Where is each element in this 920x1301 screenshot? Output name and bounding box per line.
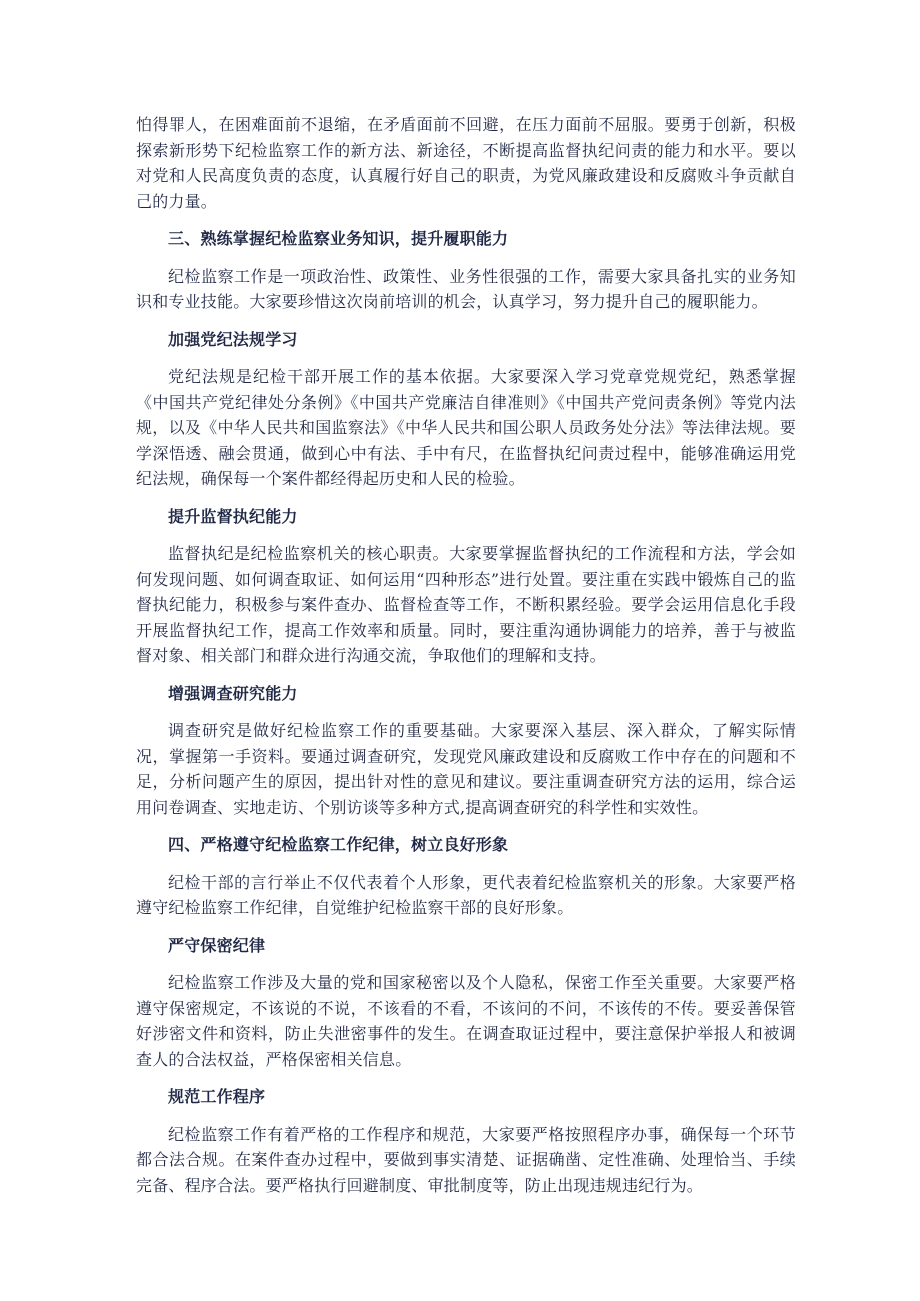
paragraph-research: 调查研究是做好纪检监察工作的重要基础。大家要深入基层、深入群众，了解实际情况，掌握第一手资料。要通过调查研究，发现党风廉政建设和反腐败工作中存在的问题和不足，分析问题产生的原因，提出针对性的意见和建议。要注重调查研究方法的运用，综合运用问卷调查、实地走访、个别访谈等多种方式,提高调查研究的科学性和实效性。	[136, 721, 796, 817]
section-heading-4: 四、严格遵守纪检监察工作纪律，树立良好形象	[168, 835, 509, 854]
paragraph-party-rules: 党纪法规是纪检干部开展工作的基本依据。大家要深入学习党章党规党纪，熟悉掌握《中国共产党纪律处分条例》《中国共产党廉洁自律准则》《中国共产党问责条例》等党内法规，以及《中华人民共和国监察法》《中华人民共和国公职人员政务处分法》等法律法规。要学深悟透、融会贯通，做到心中有法、手中有尺，在监督执纪问责过程中，能够准确运用党纪法规，确保每一个案件都经得起历史和人民的检验。	[136, 367, 796, 488]
section-heading-3: 三、熟练掌握纪检监察业务知识，提升履职能力	[168, 229, 509, 248]
document-body	[136, 112, 796, 1210]
subheading-party-rules: 加强党纪法规学习	[168, 329, 298, 349]
paragraph-continuation: 怕得罪人，在困难面前不退缩，在矛盾面前不回避，在压力面前不屈服。要勇于创新，积极探索新形势下纪检监察工作的新方法、新途径，不断提高监督执纪问责的能力和水平。要以对党和人民高度负责的态度，认真履行好自己的职责，为党风廉政建设和反腐败斗争贡献自己的力量。	[136, 115, 796, 211]
paragraph-section-3-intro: 纪检监察工作是一项政治性、政策性、业务性很强的工作，需要大家具备扎实的业务知识和专业技能。大家要珍惜这次岗前培训的机会，认真学习，努力提升自己的履职能力。	[136, 266, 796, 311]
subheading-procedure: 规范工作程序	[168, 1087, 266, 1106]
paragraph-section-4-intro: 纪检干部的言行举止不仅代表着个人形象，更代表着纪检监察机关的形象。大家要严格遵守纪检监察工作纪律，自觉维护纪检监察干部的良好形象。	[136, 872, 796, 917]
paragraph-supervision: 监督执纪是纪检监察机关的核心职责。大家要掌握监督执纪的工作流程和方法，学会如何发现问题、如何调查取证、如何运用“四种形态”进行处置。要注重在实践中锻炼自己的监督执纪能力，积极参与案件查办、监督检查等工作，不断积累经验。要学会运用信息化手段开展监督执纪工作，提高工作效率和质量。同时，要注重沟通协调能力的培养，善于与被监督对象、相关部门和群众进行沟通交流，争取他们的理解和支持。	[136, 544, 796, 665]
paragraph-confidentiality: 纪检监察工作涉及大量的党和国家秘密以及个人隐私，保密工作至关重要。大家要严格遵守保密规定，不该说的不说，不该看的不看，不该问的不问，不该传的不传。要妥善保管好涉密文件和资料，防止失泄密事件的发生。在调查取证过程中，要注意保护举报人和被调查人的合法权益，严格保密相关信息。	[136, 973, 796, 1069]
subheading-research: 增强调查研究能力	[168, 683, 298, 703]
paragraph-procedure: 纪检监察工作有着严格的工作程序和规范，大家要严格按照程序办事，确保每一个环节都合法合规。在案件查办过程中，要做到事实清楚、证据确凿、定性准确、处理恰当、手续完备、程序合法。要严格执行回避制度、审批制度等，防止出现违规违纪行为。	[136, 1124, 796, 1195]
subheading-supervision: 提升监督执纪能力	[168, 506, 298, 526]
subheading-confidentiality: 严守保密纪律	[168, 935, 266, 955]
